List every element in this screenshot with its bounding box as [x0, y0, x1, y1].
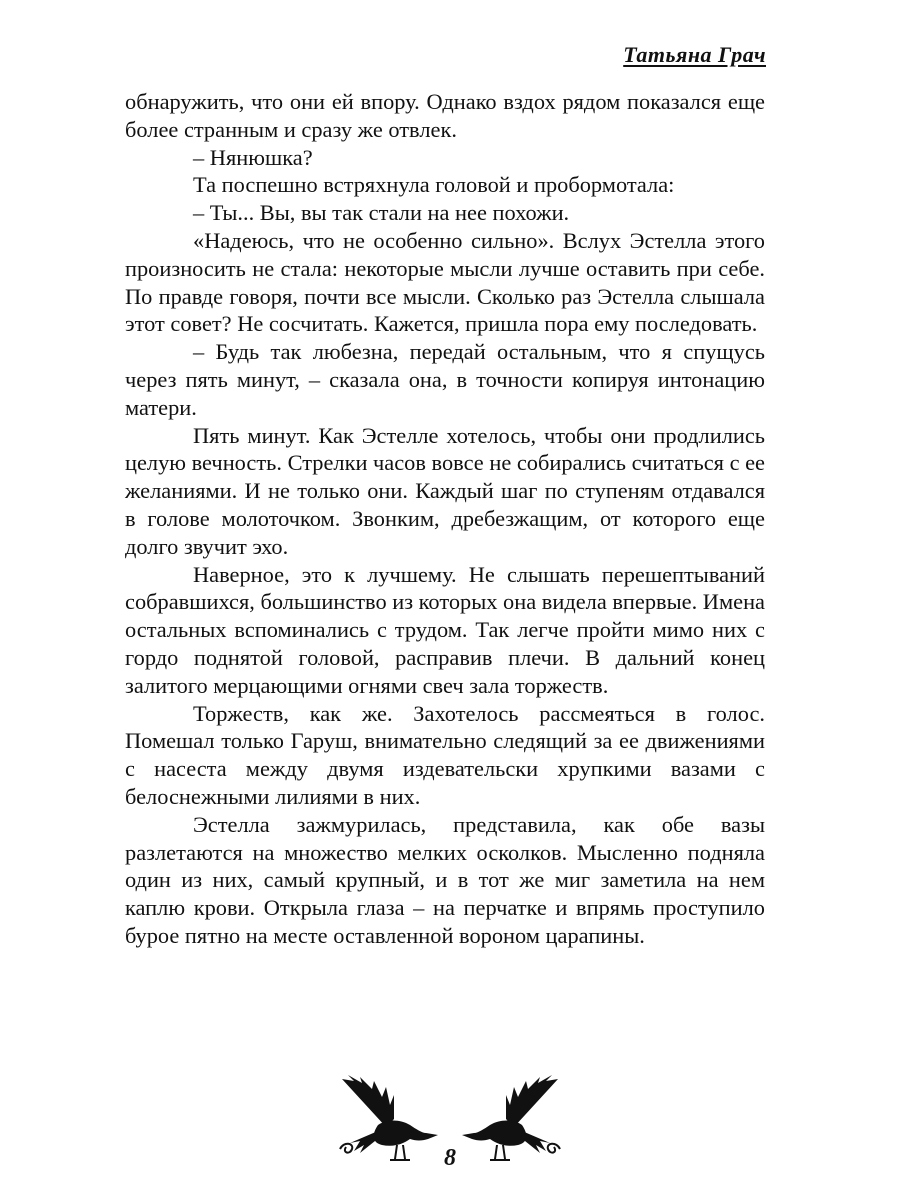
- page-footer-ornament: [320, 1075, 580, 1175]
- paragraph: Пять минут. Как Эстелле хотелось, чтобы они продлились целую вечность. Стрелки часов вовсе не собирались считаться с ее желаниями. И не только они. Каждый шаг по ступеням отдавался в голове молоточком. Звонким, дребезжащим, от которого еще долго звучит эхо.: [125, 422, 765, 559]
- paragraph: Та поспешно встряхнула головой и пробормотала:: [193, 172, 675, 198]
- paragraph: – Ты... Вы, вы так стали на нее похожи.: [193, 200, 570, 226]
- page-number: 8: [444, 1145, 456, 1171]
- running-header-author: Татьяна Грач: [623, 42, 766, 67]
- paragraph: «Надеюсь, что не особенно сильно». Вслух Эстелла этого произносить не стала: некоторые мысли лучше оставить при себе. По правде говоря, почти все мысли. Сколько раз Эстелла слышала этот совет? Не сосчитать. Кажется, пришла пора ему последовать.: [125, 227, 765, 337]
- paragraph: обнаружить, что они ей впору. Однако вздох рядом показался еще более странным и сразу же отвлек.: [125, 89, 765, 142]
- body-text: [125, 88, 765, 950]
- paragraph: – Будь так любезна, передай остальным, что я спущусь через пять минут, – сказала она, в точности копируя интонацию матери.: [125, 339, 765, 420]
- paragraph: Наверное, это к лучшему. Не слышать перешептываний собравшихся, большинство из которых она видела впервые. Имена остальных вспоминались с трудом. Так легче пройти мимо них с гордо поднятой головой, расправив плечи. В дальний конец залитого мерцающими огнями свеч зала торжеств.: [125, 561, 765, 698]
- paragraph: – Нянюшка?: [193, 144, 313, 170]
- paragraph: Торжеств, как же. Захотелось рассмеяться в голос. Помешал только Гаруш, внимательно следящий за ее движениями с насеста между двумя издевательски хрупкими вазами с белоснежными лилиями в них.: [125, 700, 765, 809]
- paragraph: Эстелла зажмурилась, представила, как обе вазы разлетаются на множество мелких осколков. Мысленно подняла один из них, самый крупный, и в тот же миг заметила на нем каплю крови. Открыла глаза – на перчатке и впрямь проступило бурое пятно на месте оставленной вороном царапины.: [125, 811, 765, 948]
